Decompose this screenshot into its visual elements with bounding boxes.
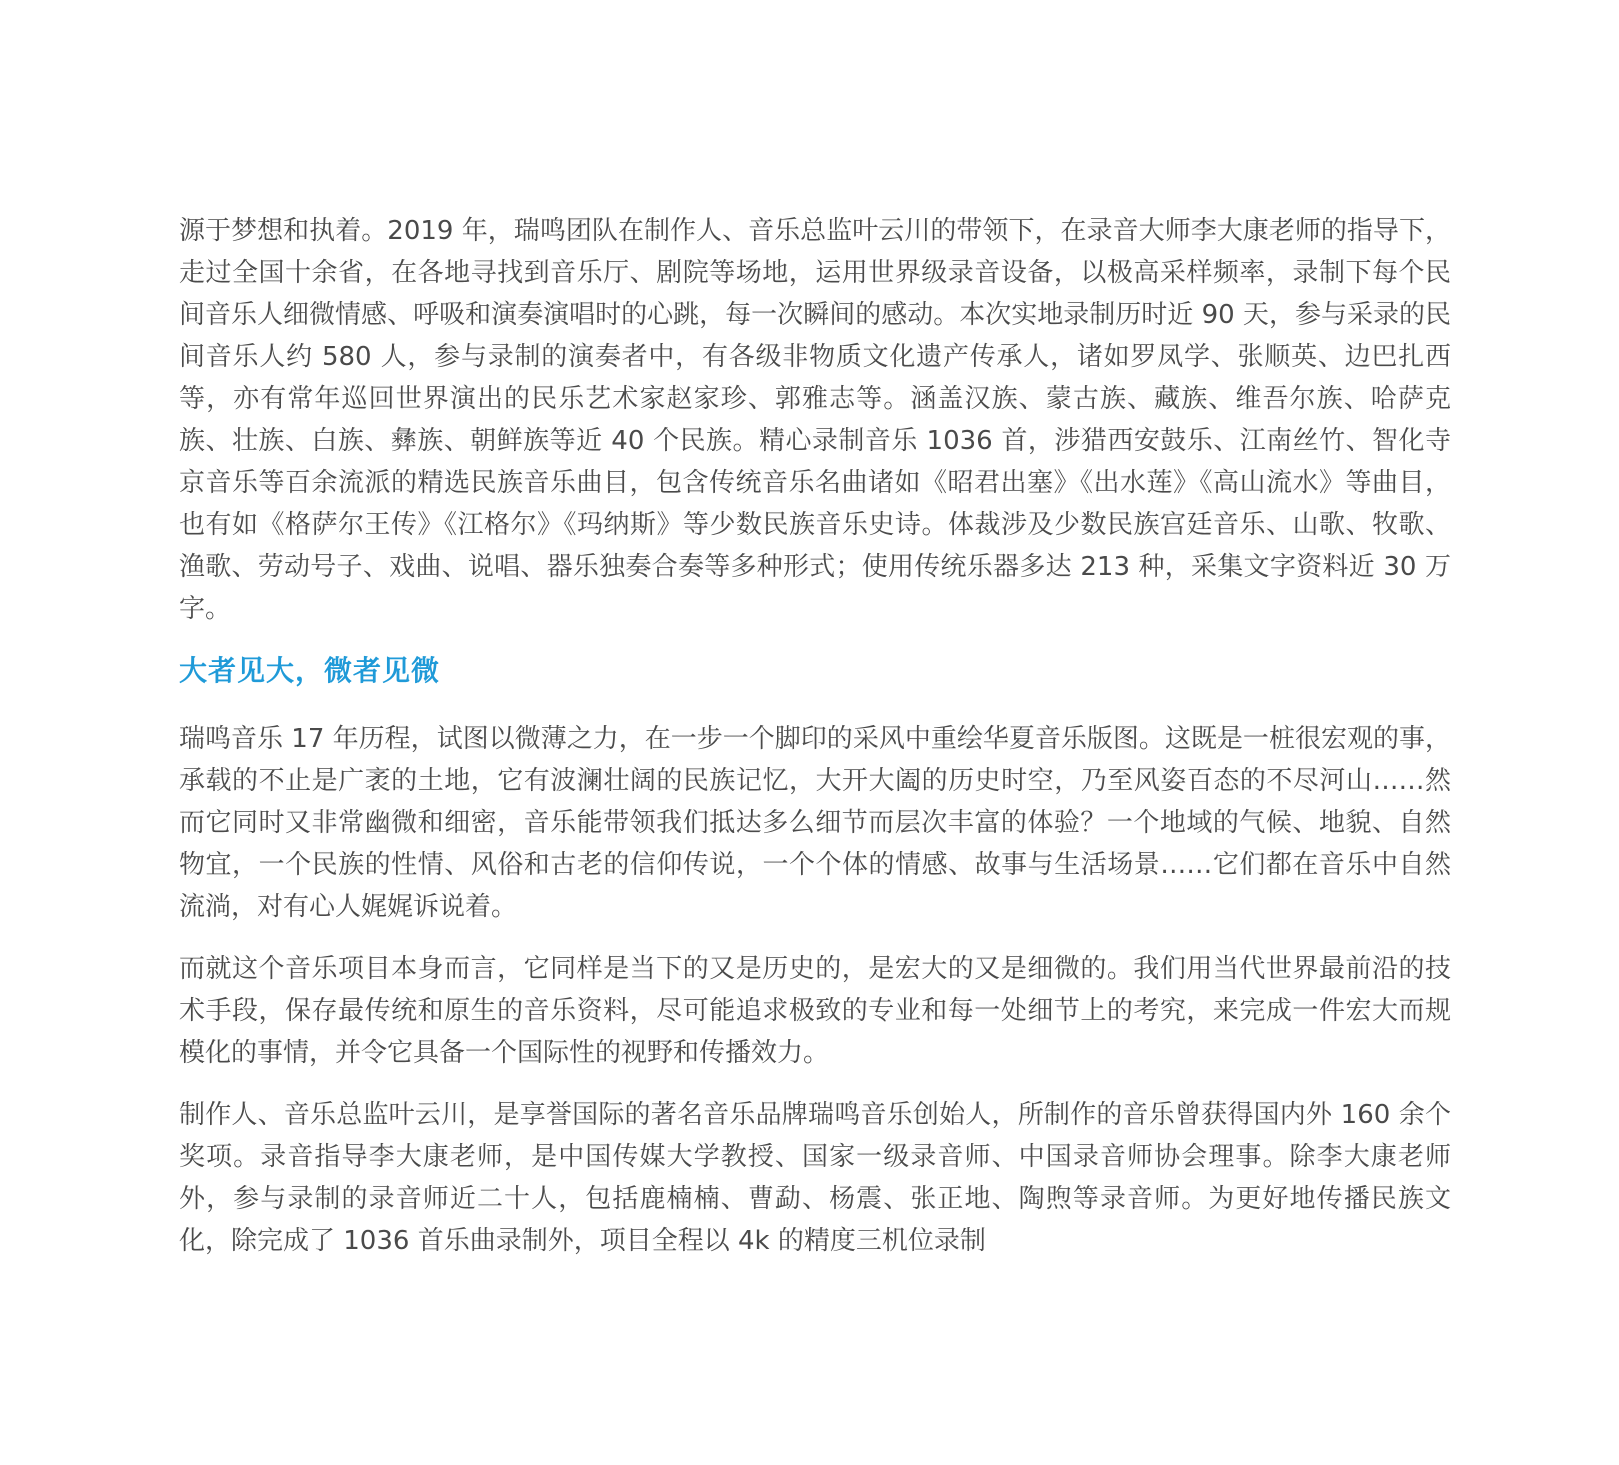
section-heading: 大者见大，微者见微 — [179, 654, 441, 687]
section-paragraph-1: 瑞鸣音乐 17 年历程，试图以微薄之力，在一步一个脚印的采风中重绘华夏音乐版图。这既是一桩很宏观的事，承载的不止是广袤的土地，它有波澜壮阔的民族记忆，大开大阖的历史时空，乃至风姿百态的不尽河山……然而它同时又非常幽微和细密，音乐能带领我们抵达多么细节而层次丰富的体验？一个地域的气候、地貌、自然物宜，一个民族的性情、风俗和古老的信仰传说，一个个体的情感、故事与生活场景……它们都在音乐中自然流淌，对有心人娓娓诉说着。 — [179, 724, 1451, 922]
section-paragraph-3: 制作人、音乐总监叶云川，是享誉国际的著名音乐品牌瑞鸣音乐创始人，所制作的音乐曾获得国内外 160 余个奖项。录音指导李大康老师，是中国传媒大学教授、国家一级录音师、中国录音师协会理事。除李大康老师外，参与录制的录音师近二十人，包括鹿楠楠、曹勐、杨震、张正地、陶煦等录音师。为更好地传播民族文化，除完成了 1036 首乐曲录制外，项目全程以 4k 的精度三机位录制 — [179, 1100, 1451, 1256]
section-paragraph-2: 而就这个音乐项目本身而言，它同样是当下的又是历史的，是宏大的又是细微的。我们用当代世界最前沿的技术手段，保存最传统和原生的音乐资料，尽可能追求极致的专业和每一处细节上的考究，来完成一件宏大而规模化的事情，并令它具备一个国际性的视野和传播效力。 — [179, 954, 1451, 1068]
article-body — [179, 210, 1451, 1282]
intro-paragraph: 源于梦想和执着。2019 年，瑞鸣团队在制作人、音乐总监叶云川的带领下，在录音大师李大康老师的指导下，走过全国十余省，在各地寻找到音乐厅、剧院等场地，运用世界级录音设备，以极高采样频率，录制下每个民间音乐人细微情感、呼吸和演奏演唱时的心跳，每一次瞬间的感动。本次实地录制历时近 90 天，参与采录的民间音乐人约 580 人，参与录制的演奏者中，有各级非物质文化遗产传承人，诸如罗凤学、张顺英、边巴扎西等，亦有常年巡回世界演出的民乐艺术家赵家珍、郭雅志等。涵盖汉族、蒙古族、藏族、维吾尔族、哈萨克族、壮族、白族、彝族、朝鲜族等近 40 个民族。精心录制音乐 1036 首，涉猎西安鼓乐、江南丝竹、智化寺京音乐等百余流派的精选民族音乐曲目，包含传统音乐名曲诸如《昭君出塞》《出水莲》《高山流水》等曲目，也有如《格萨尔王传》《江格尔》《玛纳斯》等少数民族音乐史诗。体裁涉及少数民族宫廷音乐、山歌、牧歌、渔歌、劳动号子、戏曲、说唱、器乐独奏合奏等多种形式；使用传统乐器多达 213 种，采集文字资料近 30 万字。 — [179, 216, 1451, 624]
